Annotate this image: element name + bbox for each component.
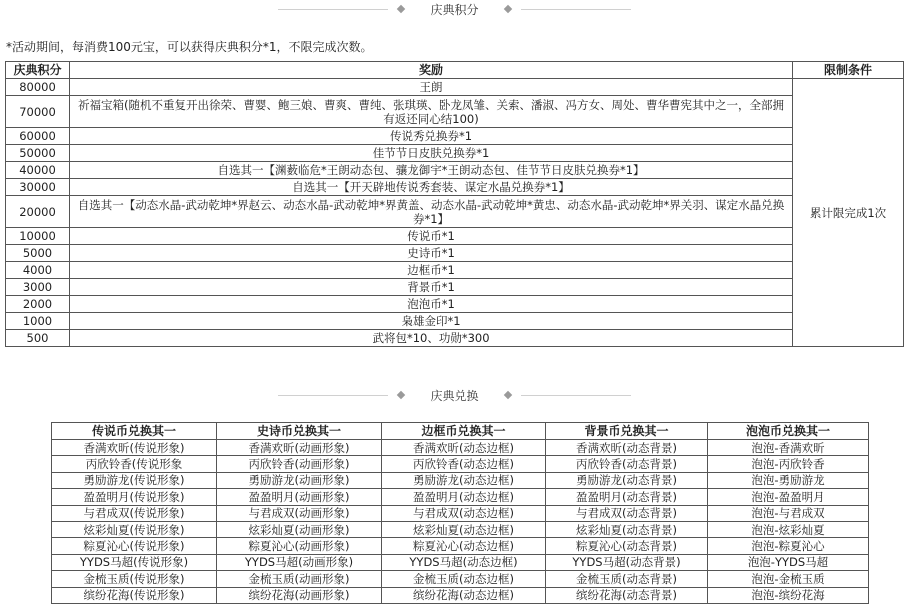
table-row <box>52 521 869 537</box>
exchange-cell: 勇励游龙(动态背景) <box>546 472 708 488</box>
header-epic-coin: 史诗币兑换其一 <box>217 423 382 440</box>
exchange-cell: 盈盈明月(动态背景) <box>546 489 708 505</box>
table-row <box>6 330 904 347</box>
divider-line <box>521 9 631 10</box>
table-row <box>52 456 869 472</box>
exchange-cell: YYDS马超(动画形象) <box>217 554 382 570</box>
points-cell: 2000 <box>6 296 70 313</box>
exchange-cell: 泡泡-粽夏沁心 <box>708 538 869 554</box>
exchange-cell: 丙欣铃香(动态边框) <box>382 456 546 472</box>
points-cell: 10000 <box>6 228 70 245</box>
exchange-cell: 勇励游龙(传说形象) <box>52 472 217 488</box>
exchange-cell: 泡泡-缤纷花海 <box>708 587 869 603</box>
table-row <box>6 196 904 228</box>
header-bubble-coin: 泡泡币兑换其一 <box>708 423 869 440</box>
table-row <box>6 262 904 279</box>
table-row <box>52 440 869 456</box>
exchange-cell: 金梳玉质(动态边框) <box>382 571 546 587</box>
exchange-cell: 香满欢昕(传说形象) <box>52 440 217 456</box>
reward-cell: 自选其一【动态水晶-武动乾坤*界赵云、动态水晶-武动乾坤*界黄盖、动态水晶-武动乾坤*黄忠、动态水晶-武动乾坤*界关羽、谋定水晶兑换券*1】 <box>70 196 793 228</box>
exchange-cell: 泡泡-金梳玉质 <box>708 571 869 587</box>
exchange-cell: 丙欣铃香(动态背景) <box>546 456 708 472</box>
table-row <box>52 571 869 587</box>
exchange-cell: YYDS马超(传说形象) <box>52 554 217 570</box>
diamond-icon <box>397 391 405 399</box>
table-row <box>52 505 869 521</box>
exchange-cell: 炫彩灿夏(传说形象) <box>52 521 217 537</box>
reward-cell: 传说秀兑换券*1 <box>70 128 793 145</box>
points-cell: 5000 <box>6 245 70 262</box>
table-row <box>6 245 904 262</box>
points-cell: 500 <box>6 330 70 347</box>
reward-cell: 泡泡币*1 <box>70 296 793 313</box>
table-header-row <box>6 62 904 79</box>
exchange-cell: 与君成双(动态边框) <box>382 505 546 521</box>
exchange-cell: 缤纷花海(动态边框) <box>382 587 546 603</box>
exchange-table <box>51 422 869 604</box>
table-header-row <box>52 423 869 440</box>
points-cell: 3000 <box>6 279 70 296</box>
exchange-cell: 粽夏沁心(动态边框) <box>382 538 546 554</box>
exchange-cell: 香满欢昕(动画形象) <box>217 440 382 456</box>
exchange-cell: 泡泡-香满欢昕 <box>708 440 869 456</box>
exchange-cell: 勇励游龙(动画形象) <box>217 472 382 488</box>
reward-cell: 背景币*1 <box>70 279 793 296</box>
exchange-cell: 盈盈明月(动态边框) <box>382 489 546 505</box>
section-title-points <box>0 0 909 18</box>
table-row <box>6 96 904 128</box>
exchange-cell: 香满欢昕(动态边框) <box>382 440 546 456</box>
reward-cell: 祈福宝箱(随机不重复开出徐荣、曹婴、鲍三娘、曹爽、曹纯、张琪瑛、卧龙凤雏、关索、潘淑、冯方女、周处、曹华曹宪其中之一，全部拥有返还同心结100) <box>70 96 793 128</box>
exchange-cell: 泡泡-丙欣铃香 <box>708 456 869 472</box>
reward-cell: 史诗币*1 <box>70 245 793 262</box>
exchange-cell: 炫彩灿夏(动画形象) <box>217 521 382 537</box>
exchange-cell: 泡泡-炫彩灿夏 <box>708 521 869 537</box>
reward-cell: 武将包*10、功勋*300 <box>70 330 793 347</box>
exchange-cell: 炫彩灿夏(动态背景) <box>546 521 708 537</box>
table-row <box>52 489 869 505</box>
table-row <box>52 554 869 570</box>
divider-line <box>521 395 631 396</box>
activity-note: *活动期间，每消费100元宝，可以获得庆典积分*1，不限完成次数。 <box>6 40 373 54</box>
table-row <box>6 128 904 145</box>
exchange-cell: 与君成双(动画形象) <box>217 505 382 521</box>
table-row <box>52 472 869 488</box>
points-cell: 1000 <box>6 313 70 330</box>
table-row <box>6 313 904 330</box>
header-points: 庆典积分 <box>6 62 70 79</box>
reward-cell: 枭雄金印*1 <box>70 313 793 330</box>
exchange-cell: YYDS马超(动态边框) <box>382 554 546 570</box>
exchange-cell: 金梳玉质(传说形象) <box>52 571 217 587</box>
exchange-cell: 丙欣铃香(传说形象 <box>52 456 217 472</box>
header-frame-coin: 边框币兑换其一 <box>382 423 546 440</box>
points-cell: 70000 <box>6 96 70 128</box>
reward-cell: 王朗 <box>70 79 793 96</box>
header-reward: 奖励 <box>70 62 793 79</box>
exchange-cell: 与君成双(传说形象) <box>52 505 217 521</box>
divider-line <box>278 395 388 396</box>
points-cell: 80000 <box>6 79 70 96</box>
exchange-cell: 金梳玉质(动态背景) <box>546 571 708 587</box>
exchange-cell: 粽夏沁心(动态背景) <box>546 538 708 554</box>
points-cell: 30000 <box>6 179 70 196</box>
exchange-cell: 勇励游龙(动态边框) <box>382 472 546 488</box>
table-row <box>6 162 904 179</box>
reward-cell: 边框币*1 <box>70 262 793 279</box>
exchange-cell: 缤纷花海(动态背景) <box>546 587 708 603</box>
exchange-cell: YYDS马超(动态背景) <box>546 554 708 570</box>
table-row <box>52 587 869 603</box>
points-cell: 40000 <box>6 162 70 179</box>
table-row <box>6 296 904 313</box>
exchange-cell: 泡泡-勇励游龙 <box>708 472 869 488</box>
table-row <box>6 179 904 196</box>
diamond-icon <box>503 391 511 399</box>
limit-cell: 累计限完成1次 <box>793 79 904 347</box>
exchange-cell: 泡泡-盈盈明月 <box>708 489 869 505</box>
exchange-cell: 泡泡-YYDS马超 <box>708 554 869 570</box>
diamond-icon <box>503 5 511 13</box>
divider-line <box>278 9 388 10</box>
table-row <box>6 228 904 245</box>
section-title-text: 庆典积分 <box>430 2 479 17</box>
exchange-cell: 与君成双(动态背景) <box>546 505 708 521</box>
exchange-cell: 盈盈明月(动画形象) <box>217 489 382 505</box>
diamond-icon <box>397 5 405 13</box>
exchange-cell: 粽夏沁心(传说形象) <box>52 538 217 554</box>
exchange-cell: 香满欢昕(动态背景) <box>546 440 708 456</box>
reward-cell: 自选其一【开天辟地传说秀套装、谋定水晶兑换券*1】 <box>70 179 793 196</box>
points-cell: 4000 <box>6 262 70 279</box>
table-row <box>6 145 904 162</box>
header-background-coin: 背景币兑换其一 <box>546 423 708 440</box>
exchange-cell: 盈盈明月(传说形象) <box>52 489 217 505</box>
exchange-cell: 缤纷花海(传说形象) <box>52 587 217 603</box>
points-cell: 50000 <box>6 145 70 162</box>
section-title-text: 庆典兑换 <box>430 388 479 403</box>
points-cell: 20000 <box>6 196 70 228</box>
section-title-exchange <box>0 386 909 404</box>
points-reward-table <box>5 61 904 347</box>
header-legend-coin: 传说币兑换其一 <box>52 423 217 440</box>
table-row <box>6 279 904 296</box>
table-row <box>6 79 904 96</box>
exchange-cell: 缤纷花海(动画形象) <box>217 587 382 603</box>
exchange-cell: 泡泡-与君成双 <box>708 505 869 521</box>
header-limit: 限制条件 <box>793 62 904 79</box>
points-cell: 60000 <box>6 128 70 145</box>
exchange-cell: 金梳玉质(动画形象) <box>217 571 382 587</box>
exchange-cell: 炫彩灿夏(动态边框) <box>382 521 546 537</box>
table-row <box>52 538 869 554</box>
exchange-cell: 粽夏沁心(动画形象) <box>217 538 382 554</box>
reward-cell: 佳节节日皮肤兑换券*1 <box>70 145 793 162</box>
exchange-cell: 丙欣铃香(动画形象) <box>217 456 382 472</box>
reward-cell: 自选其一【渊薮临危*王朗动态包、骧龙御宇*王朗动态包、佳节节日皮肤兑换券*1】 <box>70 162 793 179</box>
reward-cell: 传说币*1 <box>70 228 793 245</box>
